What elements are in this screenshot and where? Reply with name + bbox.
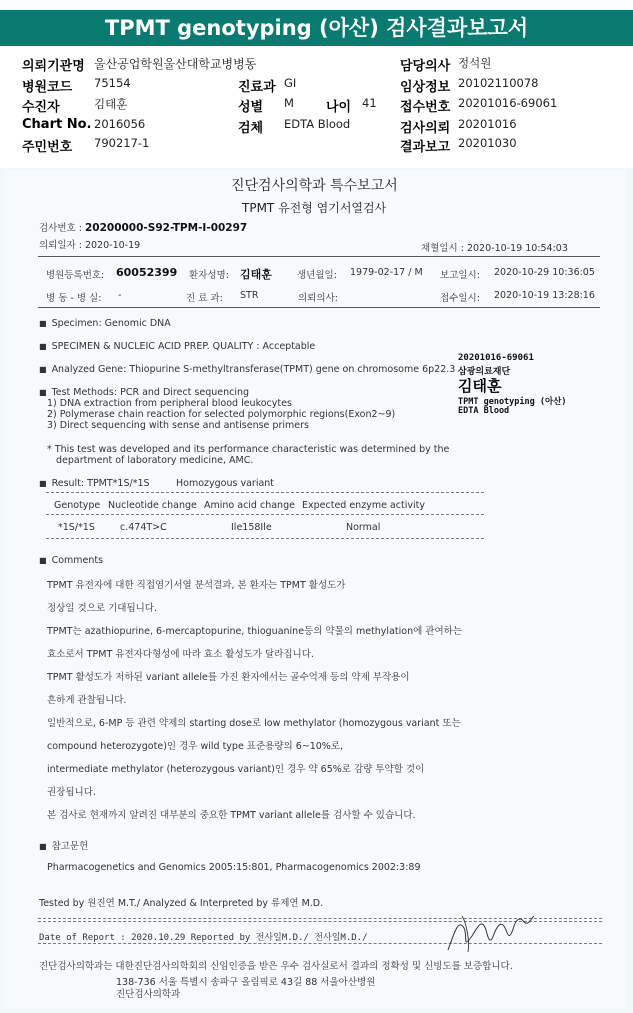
report-dept-value: STR <box>240 290 259 301</box>
td-nucleotide: c.474T>C <box>120 522 167 533</box>
receipt-dt-value: 2020-10-19 13:28:16 <box>494 290 595 301</box>
specimen-label: 검체 <box>238 121 264 136</box>
hospital-code-value: 75154 <box>94 76 131 90</box>
receipt-value: 20201016-69061 <box>458 96 558 110</box>
request-value: 20201016 <box>458 117 517 131</box>
sex-value: M <box>284 96 294 110</box>
signature <box>444 906 536 954</box>
age-label: 나이 <box>326 100 352 115</box>
comment-line: TPMT는 azathiopurine, 6-mercaptopurine, thioguanine등의 약물의 methylation에 관여하는 <box>47 626 462 637</box>
comment-line: 일반적으로, 6-MP 등 관련 약제의 starting dose로 low methylator (homozygous variant 또는 <box>47 718 461 729</box>
report-body <box>0 168 633 1013</box>
th-amino: Amino acid change <box>204 500 295 511</box>
report-title-1: 진단검사의학과 특수보고서 <box>231 178 398 194</box>
sex-label: 성별 <box>238 100 264 115</box>
method-3: 3) Direct sequencing with sense and antisense primers <box>47 420 309 431</box>
footer-address: 138-736 서울 특별시 송파구 올림픽로 43길 88 서울아산병원 <box>116 977 376 988</box>
report-title-2: TPMT 유전형 염기서열검사 <box>242 201 387 215</box>
receipt-dt-label: 접수일시: <box>440 293 480 304</box>
patient-label: 수진자 <box>22 100 60 115</box>
ref-text: Pharmacogenetics and Genomics 2005:15:801, Pharmacogenomics 2002:3:89 <box>47 862 421 873</box>
report-dept-label: 진 료 과: <box>186 293 223 304</box>
note-line-1: * This test was developed and its performance characteristic was determined by the <box>47 444 450 455</box>
institution-label: 의뢰기관명 <box>22 59 85 74</box>
result-value: 20201030 <box>458 136 517 150</box>
date-of-report: Date of Report : 2020.10.29 Reported by 전사일M.D./ 전사일M.D./ <box>39 933 368 943</box>
sticker-id: 20201016-69061 <box>458 353 534 363</box>
td-genotype: *1S/*1S <box>58 522 95 533</box>
clinical-label: 임상정보 <box>400 80 451 95</box>
result-label: 결과보고 <box>400 140 451 155</box>
quality-line: ■ SPECIMEN & NUCLEIC ACID PREP. QUALITY : Acceptable <box>39 341 315 352</box>
specimen-label-sticker <box>458 353 598 423</box>
method-1: 1) DNA extraction from peripheral blood leukocytes <box>47 398 292 409</box>
footer-dept: 진단검사의학과 <box>116 989 181 1000</box>
result-line: ■ Result: TPMT*1S/*1S <box>39 478 150 489</box>
comment-line: 권장됩니다. <box>47 787 96 798</box>
report-dt-value: 2020-10-29 10:36:05 <box>494 267 595 278</box>
comment-line: 본 검사로 현재까지 알려진 대부분의 중요한 TPMT variant allele를 검사할 수 있습니다. <box>47 810 416 821</box>
sticker-specimen: EDTA Blood <box>458 406 510 416</box>
comment-line: TPMT 유전자에 대한 직접염기서열 분석결과, 본 환자는 TPMT 활성도가 <box>47 580 346 591</box>
comment-line: 흔하게 관찰됩니다. <box>47 695 127 706</box>
method-2: 2) Polymerase chain reaction for selected polymorphic regions(Exon2~9) <box>47 409 396 420</box>
sticker-test: TPMT genotyping (아산) <box>458 397 567 407</box>
doctor-value: 정석원 <box>458 56 492 70</box>
dob-label: 생년월일: <box>297 270 337 281</box>
doctor-label: 담당의사 <box>400 59 451 74</box>
comment-line: 효소로서 TPMT 유전자다형성에 따라 효소 활성도가 달라집니다. <box>47 649 314 660</box>
comments-title: ■ Comments <box>39 555 103 566</box>
clinical-value: 20102110078 <box>458 76 539 90</box>
collect-label: 채혈일시 : <box>421 243 464 254</box>
name-label: 환자성명: <box>189 270 229 281</box>
header-info <box>0 52 633 169</box>
specimen-value: EDTA Blood <box>284 117 351 131</box>
patient-value: 김태훈 <box>94 97 128 111</box>
gene-line: ■ Analyzed Gene: Thiopurine S-methyltransferase(TPMT) gene on chromosome 6p22.3 <box>39 364 455 375</box>
th-nucleotide: Nucleotide change <box>108 500 197 511</box>
id-label: 주민번호 <box>22 140 73 155</box>
request-label: 검사의뢰 <box>400 121 451 136</box>
ward-value: - <box>118 290 122 301</box>
req-doctor-label: 의뢰의사: <box>298 293 338 304</box>
report-title: TPMT genotyping (아산) 검사결과보고서 <box>0 10 633 46</box>
dept-value: GI <box>284 76 297 90</box>
name-value: 김태훈 <box>240 268 272 281</box>
comment-line: TPMT 활성도가 저하된 variant allele를 가진 환자에서는 골수억제 등의 약제 부작용이 <box>47 672 410 683</box>
id-value: 790217-1 <box>94 136 150 150</box>
th-activity: Expected enzyme activity <box>302 500 425 511</box>
ref-title: ■ 참고문헌 <box>39 838 88 852</box>
tested-by: Tested by 원진연 M.T./ Analyzed & Interpreted by 류제연 M.D. <box>39 898 324 909</box>
req-date-label: 의뢰일자 : <box>39 240 82 251</box>
chart-label: Chart No. <box>22 117 92 132</box>
sticker-name: 김태훈 <box>458 377 502 395</box>
note-line-2: department of laboratory medicine, AMC. <box>56 455 254 466</box>
comment-line: intermediate methylator (heterozygous variant)인 경우 약 65%로 감량 투약할 것이 <box>47 764 425 775</box>
reg-no-label: 병원등록번호: <box>46 270 105 281</box>
institution-value: 울산공업학원울산대학교병병동 <box>94 57 257 71</box>
collect-value: 2020-10-19 10:54:03 <box>466 243 568 254</box>
req-date-value: 2020-10-19 <box>84 240 141 251</box>
age-value: 41 <box>362 96 377 110</box>
test-no-label: 검사번호 : <box>39 223 82 234</box>
result-type: Homozygous variant <box>176 478 275 489</box>
th-genotype: Genotype <box>54 500 101 511</box>
footer-certification: 진단검사의학과는 대한진단검사의학회의 신임인증을 받은 우수 검사실로서 결과의 정확성 및 신빙도를 보증합니다. <box>39 961 513 972</box>
ward-label: 병 동 - 병 실: <box>46 293 102 304</box>
reg-no-value: 60052399 <box>116 266 178 279</box>
chart-value: 2016056 <box>94 117 146 131</box>
dob-value: 1979-02-17 / M <box>350 267 423 278</box>
sticker-org: 삼광의료재단 <box>458 367 511 377</box>
hospital-code-label: 병원코드 <box>22 80 73 95</box>
report-dt-label: 보고일시: <box>440 270 480 281</box>
comment-line: 정상일 것으로 기대됩니다. <box>47 603 158 614</box>
dept-label: 진료과 <box>238 80 276 95</box>
td-amino: Ile158Ile <box>231 522 272 533</box>
methods-title: ■ Test Methods: PCR and Direct sequencing <box>39 387 249 398</box>
receipt-label: 접수번호 <box>400 100 451 115</box>
comment-line: compound heterozygote)인 경우 wild type 표준용량의 6~10%로, <box>47 741 344 752</box>
test-no-value: 20200000-S92-TPM-I-00297 <box>84 222 248 234</box>
td-activity: Normal <box>346 522 381 533</box>
specimen-line: ■ Specimen: Genomic DNA <box>39 318 171 329</box>
